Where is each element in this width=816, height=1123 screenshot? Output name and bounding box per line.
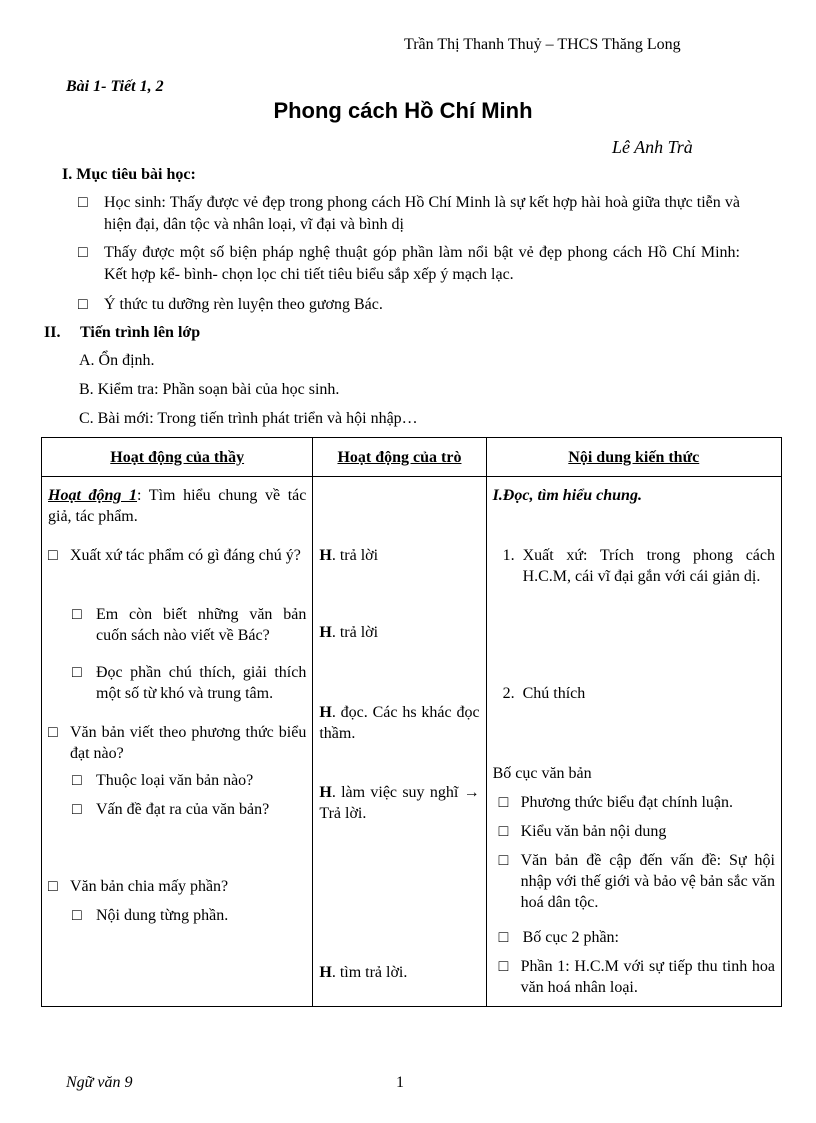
objective-item bbox=[78, 294, 740, 316]
checkbox-icon: □ bbox=[72, 801, 82, 818]
section-2-heading bbox=[44, 324, 200, 342]
page-title: Phong cách Hồ Chí Minh bbox=[273, 98, 533, 123]
question-item: □ Em còn biết những văn bản cuốn sách nào viết về Bác? bbox=[72, 606, 307, 644]
section-2-title: Tiến trình lên lớp bbox=[80, 324, 201, 341]
section-2-number: II. bbox=[44, 324, 61, 341]
checkbox-icon: □ bbox=[498, 958, 509, 975]
student-response: H. làm việc suy nghĩ → Trả lời. bbox=[319, 784, 480, 822]
checkbox-icon: □ bbox=[48, 547, 58, 564]
student-response: H. tìm trả lời. bbox=[319, 964, 408, 981]
question-item: □ Văn bản chia mấy phần? bbox=[48, 878, 229, 895]
author: Lê Anh Trà bbox=[612, 137, 693, 157]
content-cell bbox=[486, 477, 781, 1007]
checkbox-icon: □ bbox=[498, 929, 509, 946]
question-item: □ Xuất xứ tác phẩm có gì đáng chú ý? bbox=[48, 547, 301, 564]
question-item: □ Văn bản viết theo phương thức biểu đạt nào? bbox=[48, 724, 307, 762]
question-subitem: □ Thuộc loại văn bản nào? bbox=[72, 772, 254, 789]
checkbox-icon: □ bbox=[72, 772, 82, 789]
content-item: 1. Xuất xứ: Trích trong phong cách H.C.M, cái vĩ đại gắn với cái giản dị. bbox=[502, 547, 775, 585]
lesson-table bbox=[41, 437, 782, 1007]
procedure-item: C. Bài mới: Trong tiến trình phát triển và hội nhập… bbox=[79, 410, 418, 427]
content-heading: Bố cục văn bản bbox=[492, 765, 592, 782]
teacher-cell bbox=[42, 477, 313, 1007]
checkbox-icon: □ bbox=[72, 664, 82, 681]
checkbox-icon: □ bbox=[78, 244, 88, 261]
objective-item bbox=[78, 242, 740, 286]
objective-text: Học sinh: Thấy được vẻ đẹp trong phong cách Hồ Chí Minh là sự kết hợp hài hoà giữa thực tiễn và hiện đại, dân tộc và nhân loại, vĩ đại và bình dị bbox=[104, 194, 740, 233]
section-1-heading: I. Mục tiêu bài học: bbox=[62, 166, 196, 183]
activity-label: Hoạt động 1 bbox=[48, 487, 138, 504]
content-item: □ Bố cục 2 phần: bbox=[498, 929, 619, 946]
header-content: Nội dung kiến thức bbox=[486, 438, 781, 477]
page-header: Trần Thị Thanh Thuỷ – THCS Thăng Long bbox=[404, 36, 681, 53]
objective-text: Thấy được một số biện pháp nghệ thuật góp phần làm nổi bật vẻ đẹp phong cách Hồ Chí Minh: Kết hợp kể- bình- chọn lọc chi tiết tiêu biểu sắp xếp ý mạch lạc. bbox=[104, 244, 740, 283]
checkbox-icon: □ bbox=[48, 724, 58, 741]
question-subitem: □ Vấn đề đạt ra của văn bản? bbox=[72, 801, 270, 818]
procedure-item: A. Ổn định. bbox=[79, 352, 155, 369]
checkbox-icon: □ bbox=[498, 823, 509, 840]
student-response: H. đọc. Các hs khác đọc thầm. bbox=[319, 704, 480, 742]
footer-subject: Ngữ văn 9 bbox=[66, 1074, 133, 1091]
page-number: 1 bbox=[396, 1074, 404, 1091]
objective-text: Ý thức tu dưỡng rèn luyện theo gương Bác. bbox=[104, 296, 383, 313]
content-item: □ Phương thức biểu đạt chính luận. bbox=[498, 794, 734, 811]
checkbox-icon: □ bbox=[498, 852, 509, 869]
content-item: □ Kiểu văn bản nội dung bbox=[498, 823, 667, 840]
header-student: Hoạt động của trò bbox=[313, 438, 486, 477]
checkbox-icon: □ bbox=[48, 878, 58, 895]
activity-text: : Tìm hiểu chung về tác giả, tác phẩm. bbox=[48, 487, 307, 525]
objective-item bbox=[78, 192, 740, 236]
checkbox-icon: □ bbox=[72, 907, 82, 924]
student-response: H. trả lời bbox=[319, 624, 379, 641]
table-header-row bbox=[42, 438, 782, 477]
procedure-item: B. Kiểm tra: Phần soạn bài của học sinh. bbox=[79, 381, 340, 398]
content-item: 2. Chú thích bbox=[502, 685, 586, 702]
content-item: □ Phần 1: H.C.M với sự tiếp thu tinh hoa văn hoá nhân loại. bbox=[498, 958, 775, 996]
checkbox-icon: □ bbox=[72, 606, 82, 623]
question-item: □ Đọc phần chú thích, giải thích một số từ khó và trung tâm. bbox=[72, 664, 307, 702]
checkbox-icon: □ bbox=[78, 296, 88, 313]
table-row bbox=[42, 477, 782, 1007]
header-teacher: Hoạt động của thầy bbox=[42, 438, 313, 477]
checkbox-icon: □ bbox=[498, 794, 509, 811]
student-cell bbox=[313, 477, 486, 1007]
content-heading: I.Đọc, tìm hiểu chung. bbox=[492, 487, 642, 504]
content-item: □ Văn bản đề cập đến vấn đề: Sự hội nhập với thế giới và bảo vệ bản sắc văn hoá dân tộc. bbox=[498, 852, 775, 911]
question-subitem: □ Nội dung từng phần. bbox=[72, 907, 229, 924]
checkbox-icon: □ bbox=[78, 194, 88, 211]
lesson-label: Bài 1- Tiết 1, 2 bbox=[66, 78, 164, 95]
student-response: H. trả lời bbox=[319, 547, 379, 564]
